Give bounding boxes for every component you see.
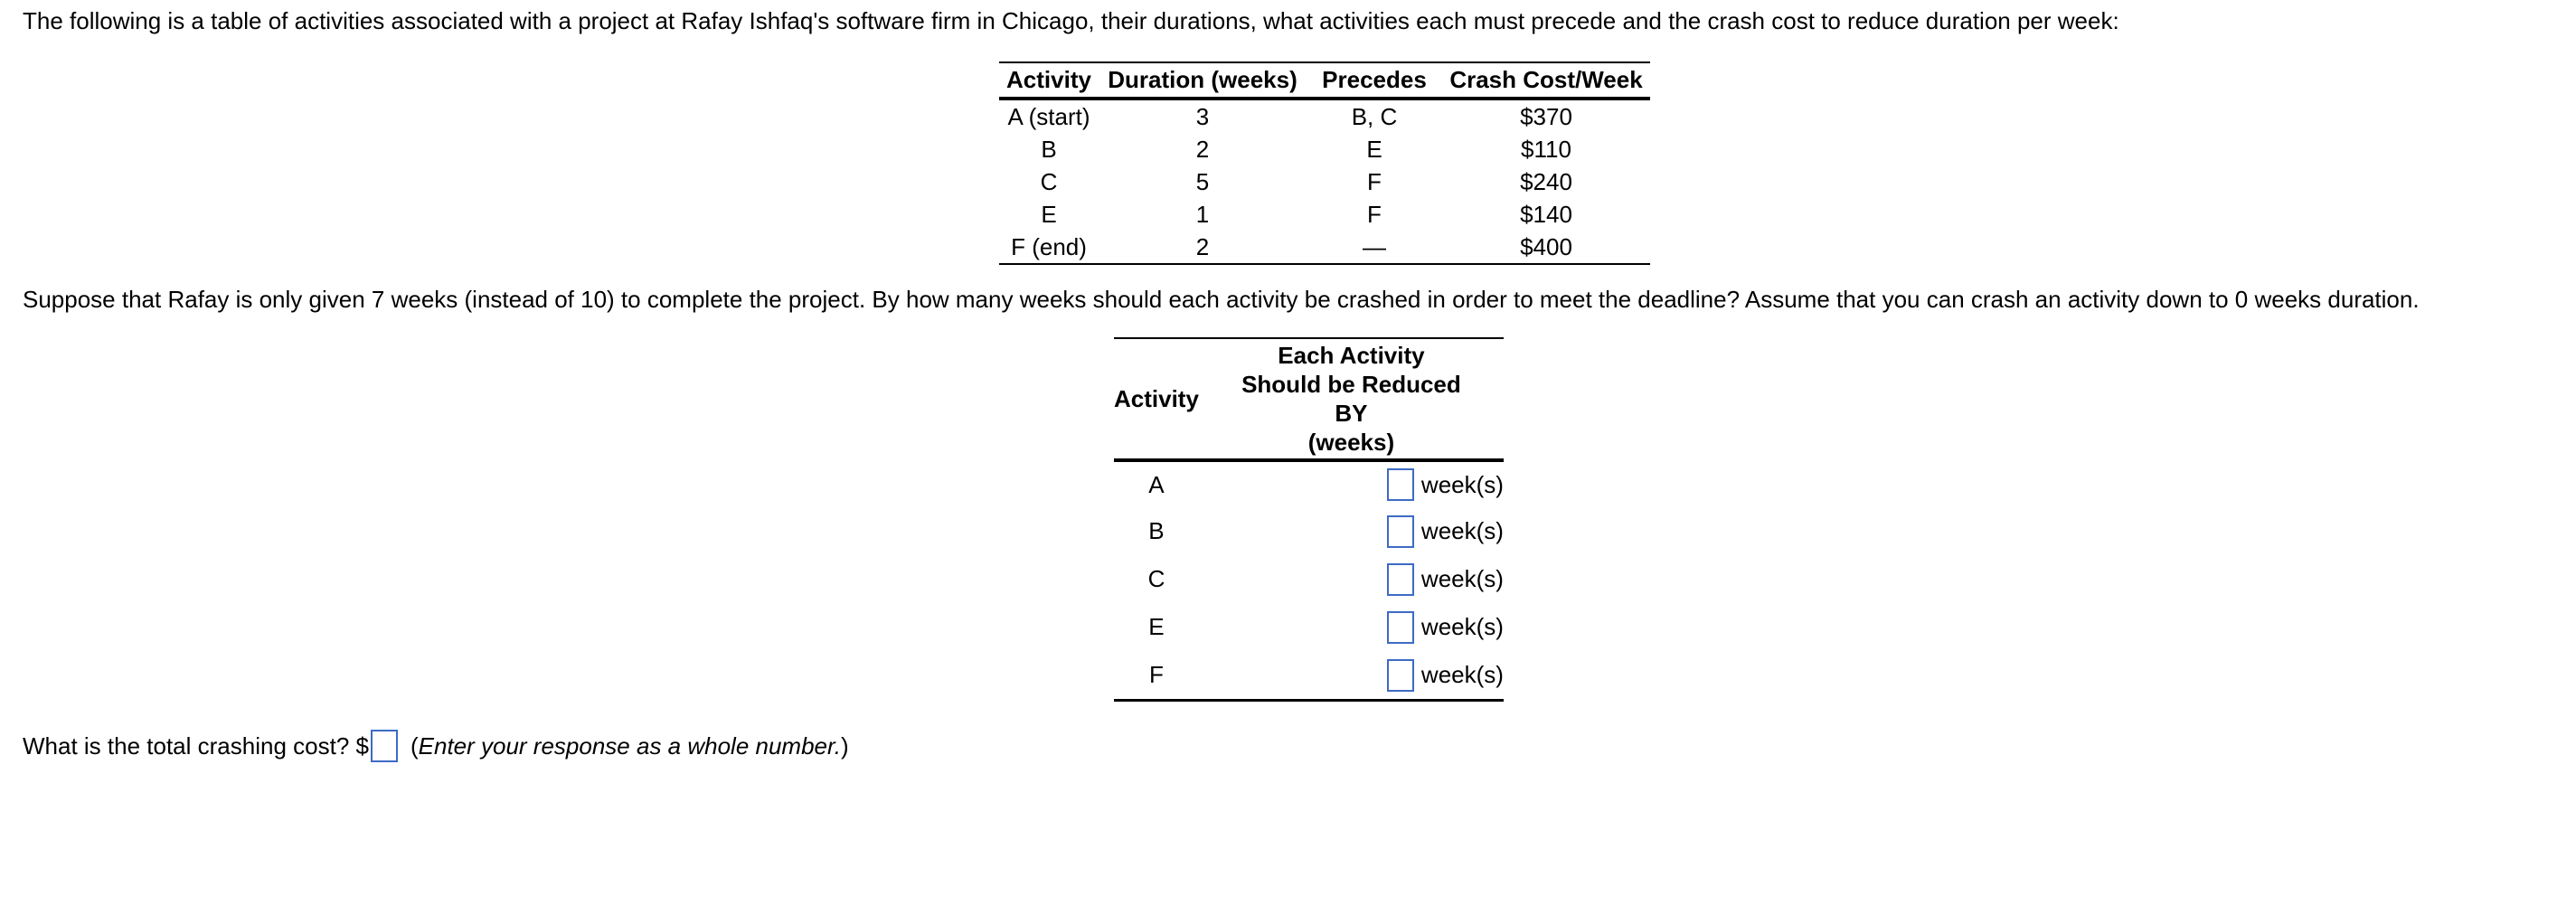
table-row <box>1114 603 1504 651</box>
cell-duration: 2 <box>1195 232 1210 260</box>
hint-close: ) <box>840 732 849 760</box>
header-reduced-line: BY <box>1335 400 1368 427</box>
header-reduced-by <box>1199 338 1504 460</box>
total-cost-input[interactable] <box>371 730 398 762</box>
header-activity: Activity <box>999 62 1099 99</box>
cell-activity: B <box>1041 135 1057 163</box>
reduction-answer-cell <box>1199 555 1504 603</box>
reduction-activity-label: F <box>1149 661 1164 688</box>
cell-activity: E <box>1041 200 1057 228</box>
header-reduced-line: Should be Reduced <box>1241 371 1461 398</box>
cell-activity: A (start) <box>1007 102 1090 130</box>
header-activity: Activity <box>1114 338 1199 460</box>
table-row <box>999 133 1650 165</box>
header-crash-cost: Crash Cost/Week <box>1442 62 1650 99</box>
reduction-input-b[interactable] <box>1387 515 1414 548</box>
cell-duration: 2 <box>1195 135 1210 163</box>
unit-label: week(s) <box>1420 661 1504 688</box>
reduction-answer-cell <box>1199 460 1504 507</box>
cell-crash-cost: $240 <box>1520 167 1572 195</box>
cell-crash-cost: $370 <box>1520 102 1572 130</box>
table-row <box>1114 507 1504 555</box>
answer-wrap <box>1387 515 1504 548</box>
answer-wrap <box>1387 563 1504 596</box>
cell-duration: 5 <box>1195 167 1210 195</box>
table-row <box>1114 555 1504 603</box>
unit-label: week(s) <box>1420 565 1504 592</box>
cell-activity: F (end) <box>1011 232 1087 260</box>
intro-text: The following is a table of activities associated with a project at Rafay Ishfaq's software firm in Chicago, their durations, what activities each must precede and the crash cost to reduce duration per week: <box>23 7 2119 34</box>
cell-crash-cost: $400 <box>1520 232 1572 260</box>
reduction-table <box>1114 337 1504 702</box>
total-cost-hint: Enter your response as a whole number. <box>418 732 841 760</box>
table-row <box>1114 651 1504 701</box>
reduction-table-header-row <box>1114 338 1504 460</box>
cell-duration: 3 <box>1195 102 1210 130</box>
header-precedes: Precedes <box>1307 62 1442 99</box>
cell-precedes: F <box>1367 167 1382 195</box>
cell-precedes: E <box>1366 135 1382 163</box>
cell-crash-cost: $140 <box>1520 200 1572 228</box>
header-duration: Duration (weeks) <box>1099 62 1307 99</box>
activity-table-header-row <box>999 62 1650 99</box>
unit-label: week(s) <box>1420 613 1504 640</box>
reduction-activity-label: A <box>1148 470 1165 498</box>
reduction-answer-cell <box>1199 651 1504 701</box>
cell-precedes: F <box>1367 200 1382 228</box>
answer-wrap <box>1387 611 1504 644</box>
cell-activity: C <box>1040 167 1058 195</box>
activity-table <box>999 61 1650 265</box>
table-row <box>999 231 1650 264</box>
table-row <box>999 99 1650 133</box>
table-row <box>999 198 1650 231</box>
reduction-activity-label: B <box>1148 517 1165 544</box>
reduction-input-c[interactable] <box>1387 563 1414 596</box>
reduction-input-e[interactable] <box>1387 611 1414 644</box>
cell-precedes: B, C <box>1351 102 1398 130</box>
reduction-input-f[interactable] <box>1387 659 1414 692</box>
reduction-answer-cell <box>1199 603 1504 651</box>
header-reduced-line: (weeks) <box>1307 429 1395 456</box>
total-cost-line <box>23 728 849 764</box>
question-text: Suppose that Rafay is only given 7 weeks (instead of 10) to complete the project. By how many weeks should each activity be crashed in order to meet the deadline? Assume that you can crash an activity down to 0 weeks duration. <box>23 286 2420 313</box>
reduction-input-a[interactable] <box>1387 468 1414 501</box>
total-cost-question: What is the total crashing cost? $ <box>23 732 369 760</box>
reduction-activity-label: E <box>1148 613 1165 640</box>
table-row <box>1114 460 1504 507</box>
reduction-activity-label: C <box>1147 565 1165 592</box>
answer-wrap <box>1387 468 1504 501</box>
hint-open: ( <box>410 732 419 760</box>
unit-label: week(s) <box>1420 470 1504 498</box>
table-row <box>999 165 1650 198</box>
unit-label: week(s) <box>1420 517 1504 544</box>
answer-wrap <box>1387 659 1504 692</box>
cell-duration: 1 <box>1195 200 1210 228</box>
header-reduced-line: Each Activity <box>1278 342 1425 369</box>
cell-precedes: — <box>1363 232 1386 260</box>
reduction-answer-cell <box>1199 507 1504 555</box>
cell-crash-cost: $110 <box>1521 135 1571 163</box>
